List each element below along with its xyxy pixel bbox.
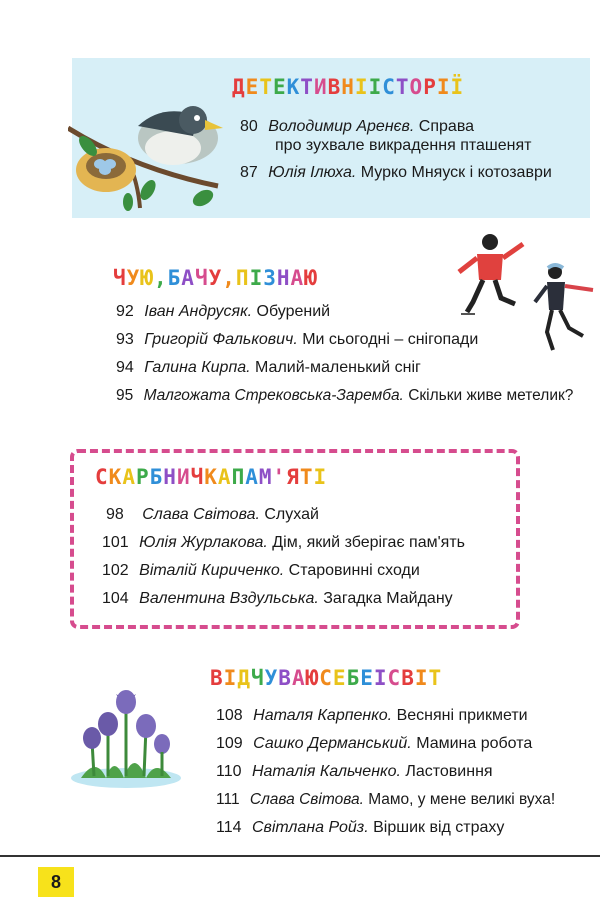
entry-title: Мурко Мняуск і котозаври xyxy=(360,164,552,181)
toc-entry[interactable] xyxy=(216,735,532,753)
entry-title: Віршик від страху xyxy=(373,819,505,836)
entry-title: Мамо, у мене великі вуха! xyxy=(368,791,556,808)
page-number: 114 xyxy=(216,819,242,836)
entry-author: Юлія Журлакова. xyxy=(139,534,268,551)
page-number: 98 xyxy=(106,506,124,523)
toc-entry[interactable] xyxy=(116,331,478,349)
page-number: 92 xyxy=(116,303,134,320)
section-title-perceive: ЧУЮ,БАЧУ,ПІЗНАЮ xyxy=(113,266,318,290)
footer-divider xyxy=(0,855,600,857)
section-title-feel: ВІДЧУВАЮСЕБЕІСВІТ xyxy=(210,666,443,690)
entry-title: Скільки живе метелик? xyxy=(408,387,574,404)
entry-author: Галина Кирпа. xyxy=(144,359,251,376)
toc-entry[interactable] xyxy=(102,562,420,580)
entry-author: Наталія Кальченко. xyxy=(251,763,401,780)
entry-title: Слухай xyxy=(264,506,319,523)
toc-entry[interactable] xyxy=(102,590,453,608)
entry-author: Слава Світова. xyxy=(249,791,364,808)
toc-entry[interactable] xyxy=(216,707,528,725)
page-number: 94 xyxy=(116,359,134,376)
entry-author: Світлана Ройз. xyxy=(251,819,369,836)
entry-title: Дім, який зберігає пам'ять xyxy=(272,534,465,551)
entry-title: Мамина робота xyxy=(416,735,533,752)
entry-author: Юлія Ілюха. xyxy=(268,164,357,181)
section-title-memory: СКАРБНИЧКАПАМ'ЯТІ xyxy=(95,465,328,489)
toc-entry[interactable] xyxy=(106,506,319,524)
page-number: 80 xyxy=(240,118,258,135)
entry-title-line2: про зухвале викрадення пташенят xyxy=(275,137,532,154)
entry-author: Сашко Дерманський. xyxy=(253,735,412,752)
entry-author: Валентина Вздульська. xyxy=(139,590,319,607)
entry-author: Григорій Фалькович. xyxy=(144,331,298,348)
toc-entry[interactable] xyxy=(216,819,504,837)
toc-entry-continued xyxy=(275,137,531,155)
toc-entry[interactable] xyxy=(116,359,421,377)
entry-title: Старовинні сходи xyxy=(288,562,420,579)
entry-title: Ластовиння xyxy=(405,763,493,780)
page-number: 111 xyxy=(216,791,240,808)
page-number: 102 xyxy=(102,562,129,579)
bird-on-nest-icon xyxy=(68,98,228,213)
page-number: 93 xyxy=(116,331,134,348)
entry-author: Володимир Аренєв. xyxy=(268,118,415,135)
toc-entry[interactable] xyxy=(116,303,330,321)
page-number: 110 xyxy=(216,763,242,780)
page-number: 101 xyxy=(102,534,129,551)
toc-entry[interactable] xyxy=(240,164,552,182)
entry-title: Ми сьогодні – снігопади xyxy=(302,331,479,348)
toc-entry[interactable] xyxy=(216,763,493,781)
toc-entry[interactable] xyxy=(102,534,465,552)
toc-entry[interactable] xyxy=(240,118,474,136)
page-number: 104 xyxy=(102,590,129,607)
page-number-badge: 8 xyxy=(38,867,74,897)
entry-author: Іван Андрусяк. xyxy=(144,303,253,320)
toc-entry[interactable] xyxy=(216,791,555,809)
section-title-detective: ДЕТЕКТИВНІІСТОРІЇ xyxy=(232,75,465,99)
page-number: 95 xyxy=(116,387,134,404)
entry-title: Загадка Майдану xyxy=(323,590,453,607)
toc-entry[interactable] xyxy=(116,387,573,405)
page-number: 108 xyxy=(216,707,243,724)
page-number: 109 xyxy=(216,735,243,752)
entry-title: Справа xyxy=(418,118,475,135)
entry-title: Весняні прикмети xyxy=(396,707,528,724)
crocus-flowers-icon xyxy=(66,686,186,796)
entry-author: Віталій Кириченко. xyxy=(139,562,285,579)
entry-author: Малгожата Стрековська-Заремба. xyxy=(143,387,404,404)
entry-author: Слава Світова. xyxy=(142,506,260,523)
entry-author: Наталя Карпенко. xyxy=(253,707,393,724)
page-number: 87 xyxy=(240,164,258,181)
entry-title: Обурений xyxy=(256,303,331,320)
entry-title: Малий-маленький сніг xyxy=(255,359,421,376)
